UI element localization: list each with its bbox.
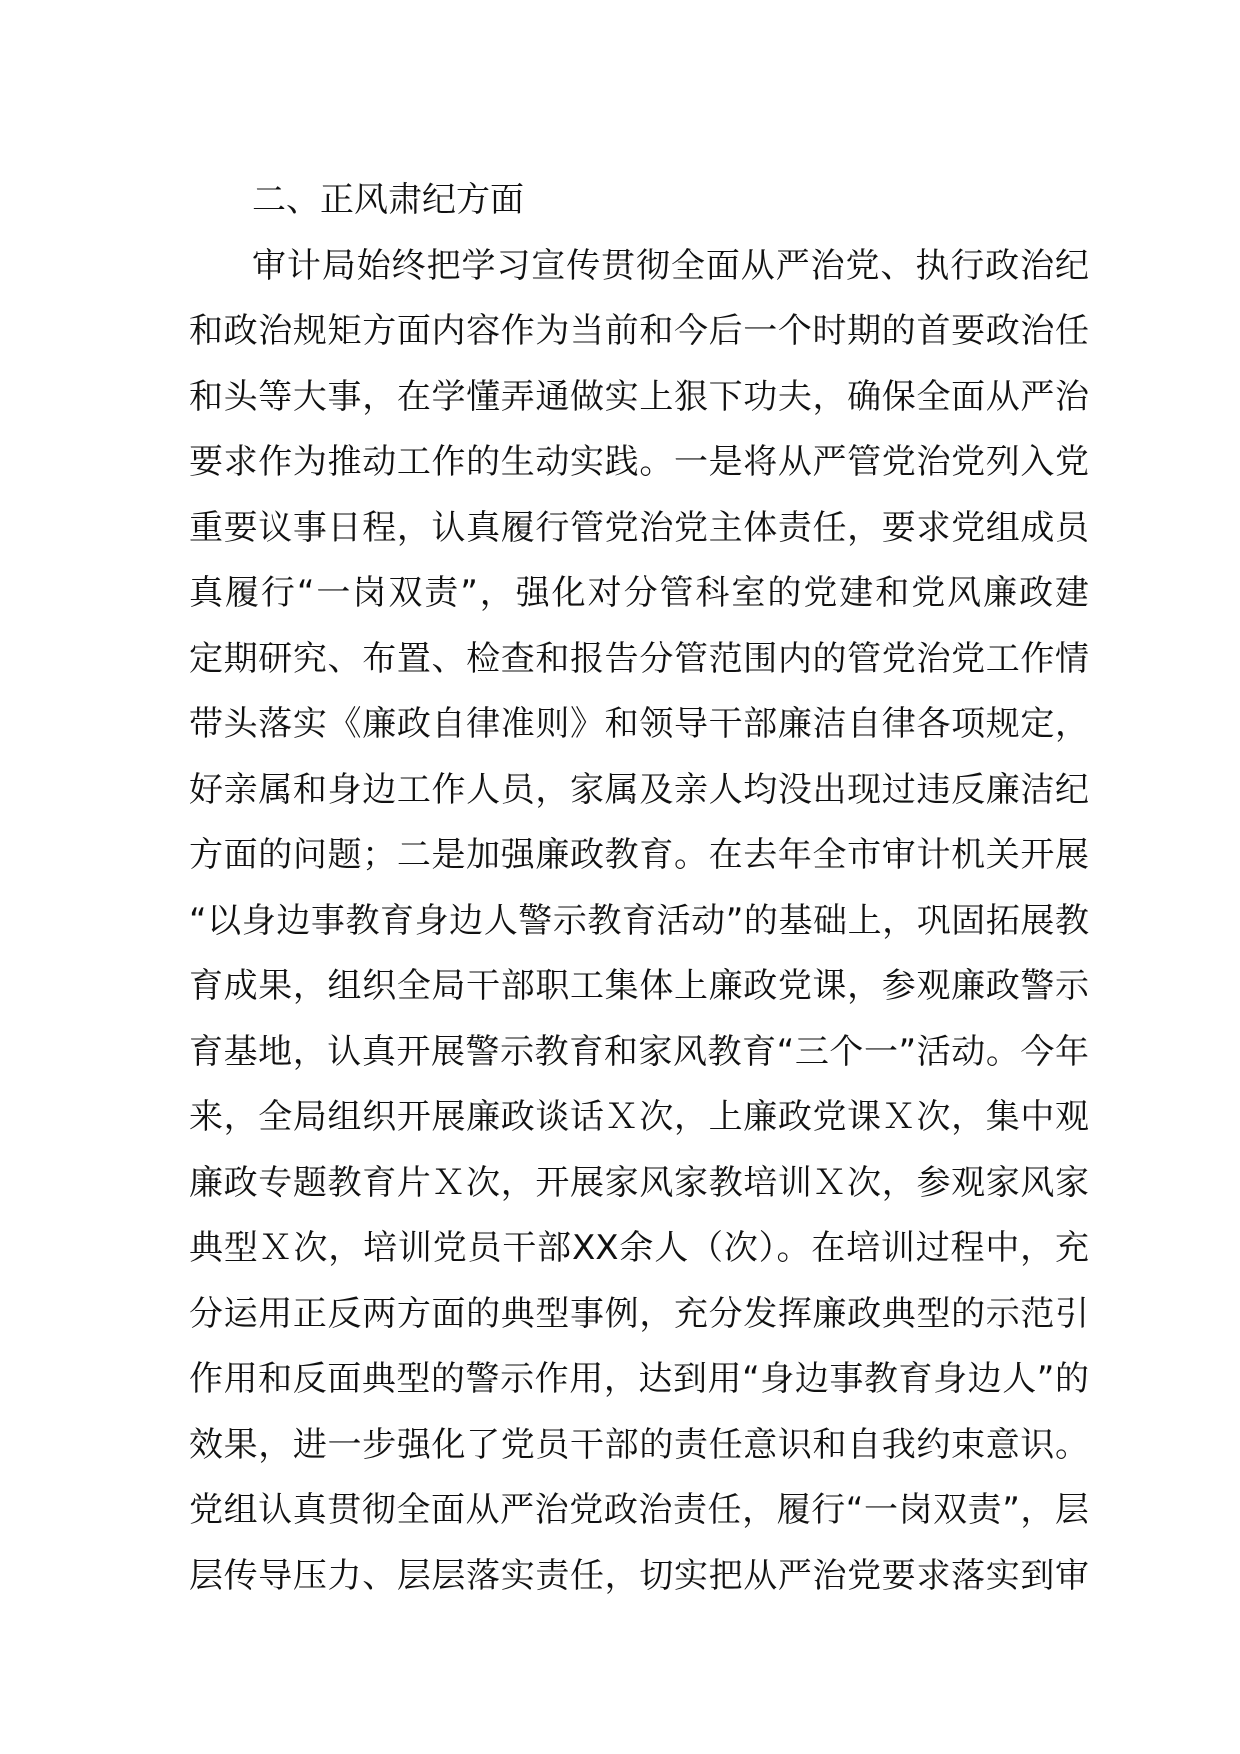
paragraph-line-20: 党组认真贯彻全面从严治党政治责任，履行“一岗双责”，层 [189, 1490, 1089, 1530]
paragraph-line-2: 和政治规矩方面内容作为当前和今后一个时期的首要政治任 [189, 311, 1089, 351]
paragraph-line-12: 育成果，组织全局干部职工集体上廉政党课，参观廉政警示 [189, 966, 1089, 1006]
paragraph-line-21: 层传导压力、层层落实责任，切实把从严治党要求落实到审 [189, 1555, 1089, 1596]
paragraph-line-1: 审计局始终把学习宣传贯彻全面从严治党、执行政治纪 [252, 245, 1089, 286]
document-body [189, 168, 1089, 1609]
paragraph-line-14: 来，全局组织开展廉政谈话Ｘ次，上廉政党课Ｘ次，集中观 [189, 1097, 1089, 1137]
paragraph-line-11: “以身边事教育身边人警示教育活动”的基础上，巩固拓展教 [189, 900, 1089, 941]
paragraph-line-10: 方面的问题；二是加强廉政教育。在去年全市审计机关开展 [189, 835, 1089, 875]
paragraph-line-18: 作用和反面典型的警示作用，达到用“身边事教育身边人”的 [189, 1359, 1089, 1399]
section-heading: 二、正风肃纪方面 [252, 180, 524, 220]
paragraph-line-7: 定期研究、布置、检查和报告分管范围内的管党治党工作情 [189, 638, 1089, 679]
paragraph-line-5: 重要议事日程，认真履行管党治党主体责任，要求党组成员 [189, 507, 1089, 548]
paragraph-line-19: 效果，进一步强化了党员干部的责任意识和自我约束意识。 [189, 1424, 1089, 1465]
paragraph-line-6: 真履行“一岗双责”，强化对分管科室的党建和党风廉政建 [189, 573, 1089, 613]
paragraph-line-8: 带头落实《廉政自律准则》和领导干部廉洁自律各项规定， [189, 704, 1089, 744]
paragraph-line-13: 育基地，认真开展警示教育和家风教育“三个一”活动。今年 [189, 1031, 1089, 1072]
paragraph-line-17: 分运用正反两方面的典型事例，充分发挥廉政典型的示范引 [189, 1293, 1089, 1334]
paragraph-line-4: 要求作为推动工作的生动实践。一是将从严管党治党列入党 [189, 442, 1089, 482]
paragraph-line-9: 好亲属和身边工作人员，家属及亲人均没出现过违反廉洁纪 [189, 769, 1089, 810]
paragraph-line-3: 和头等大事，在学懂弄通做实上狠下功夫，确保全面从严治 [189, 376, 1089, 417]
paragraph-line-16: 典型Ｘ次，培训党员干部XX余人（次）。在培训过程中，充 [189, 1228, 1089, 1268]
paragraph-line-15: 廉政专题教育片Ｘ次，开展家风家教培训Ｘ次，参观家风家 [189, 1162, 1089, 1203]
